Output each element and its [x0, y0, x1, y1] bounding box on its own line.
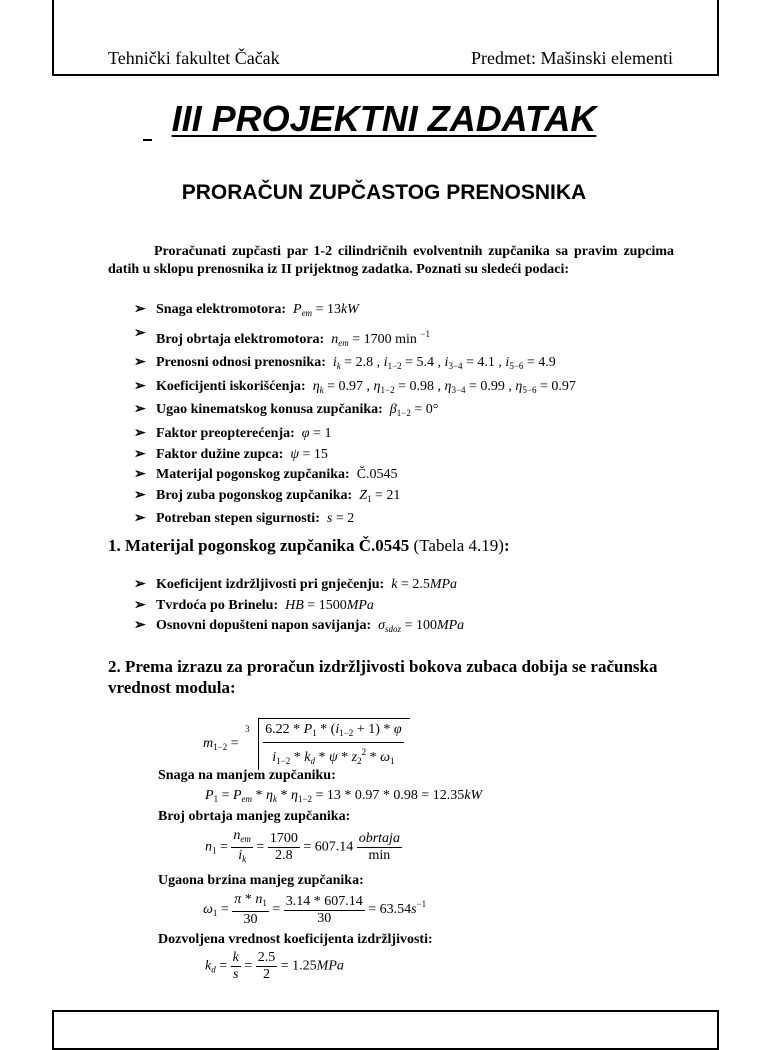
page-subtitle: PRORAČUN ZUPČASTOG PRENOSNIKA [181, 181, 587, 204]
list-item: ➢ Koeficijent izdržljivosti pri gnječenju: k = 2.5MPa [134, 575, 464, 596]
list-item: ➢ Prenosni odnosi prenosnika: $i_k = 2.8$ , $i_{1-2} = 5.4$ , $i_{3-4} = 4.1$ , $i_{5-6} = 4.9$ [134, 353, 576, 377]
list-item: ➢ Faktor dužine zupca: ψ = 15 [134, 445, 576, 466]
math-expression: k = 2.5MPa [391, 577, 458, 592]
section-2-heading: 2. Prema izrazu za proračun izdržljivosti bokova zubaca dobija se računska vrednost modula: [108, 657, 658, 697]
kd-formula: $k_d$ = $\frac{k}{s}$ = $\frac{2.5}{2}$ = 1.25MPa [205, 950, 344, 982]
list-item: ➢ Tvrdoća po Brinelu: HB = 1500MPa [134, 596, 464, 617]
label-speed: Broj obrtaja manjeg zupčanika: [158, 809, 351, 824]
speed-formula: $n_1$ = $\frac{n_{em}}{i_k}$ = $\frac{1700}{2.8}$ = 607.14 $\frac{\text{obrtaja}}{\min}$ [205, 828, 400, 864]
math-expression: ψ = 15 [290, 446, 328, 462]
footer-frame [52, 1010, 719, 1050]
math-expression: Č.0545 [356, 467, 398, 483]
math-expression: $\eta_k = 0.97$ , $\eta_{1-2} = 0.98$ , $\eta_{3-4} = 0.99$ , $\eta_{5-6} = 0.97$ [312, 378, 576, 395]
math-expression: $Z_1 = 21$ [359, 487, 401, 504]
material-properties-list [134, 575, 464, 640]
list-item: ➢ Broj zuba pogonskog zupčanika: $Z_1 = 21$ [134, 486, 576, 510]
list-item: ➢ Materijal pogonskog zupčanika: Č.0545 [134, 465, 576, 486]
label-omega: Ugaona brzina manjeg zupčanika: [158, 873, 364, 888]
arrow-bullet-icon: ➢ [134, 577, 146, 592]
arrow-bullet-icon: ➢ [134, 618, 146, 634]
math-expression: $i_k = 2.8$ , $i_{1-2} = 5.4$ , $i_{3-4} = 4.1$ , $i_{5-6} = 4.9$ [332, 355, 556, 372]
list-item: ➢ Ugao kinematskog konusa zupčanika: $\beta_{1-2} = 0^\circ$ [134, 400, 576, 424]
arrow-bullet-icon: ➢ [134, 487, 146, 503]
arrow-bullet-icon: ➢ [134, 302, 146, 317]
math-expression: $n_{em} = 1700$ min $^{-1}$ [331, 328, 430, 348]
given-data-list [134, 300, 576, 530]
math-expression: $\beta_{1-2} = 0^\circ$ [389, 402, 439, 419]
list-item: ➢ Koeficijenti iskorišćenja: $\eta_k = 0.97$ , $\eta_{1-2} = 0.98$ , $\eta_{3-4} = 0.99$ , $\eta_{5-6} = 0.97$ [134, 377, 576, 401]
arrow-bullet-icon: ➢ [134, 325, 146, 341]
arrow-bullet-icon: ➢ [134, 597, 146, 613]
list-item: ➢ Osnovni dopušteni napon savijanja: $\sigma_{sdoz} = 100MPa$ [134, 616, 464, 640]
intro-paragraph: Proračunati zupčasti par 1-2 cilindričnih evolventnih zupčanika sa pravim zupcima datih u sklopu prenosnika iz II prijektnog zadatka. Poznati su sledeći podaci: [108, 244, 674, 277]
page-title: III PROJEKTNI ZADATAK [171, 98, 597, 139]
power-formula: $P_1 = P_{em} * \eta_k * \eta_{1-2} = 13 * 0.97 * 0.98 = 12.35kW$ [205, 788, 483, 804]
arrow-bullet-icon: ➢ [134, 355, 146, 371]
arrow-bullet-icon: ➢ [134, 402, 146, 418]
list-item: ➢ Snaga elektromotora: $P_{em} = 13kW$ [134, 300, 576, 324]
header-faculty: Tehnički fakultet Čačak [108, 48, 280, 68]
cube-root: 3 $\frac{6.22 * P_1 * (i_{1-2} + 1) * \varphi}{i_{1-2} * k_d * \psi * z_2^2 * \omega_1}$ [242, 718, 410, 770]
arrow-bullet-icon: ➢ [134, 511, 146, 527]
omega-formula: $\omega_1$ = $\frac{\pi * n_1}{30}$ = $\frac{3.14 * 607.14}{30}$ = $63.54s^{-1}$ [203, 892, 427, 927]
math-expression: $P_{em} = 13kW$ [293, 302, 359, 318]
math-expression: φ = 1 [301, 425, 332, 441]
arrow-bullet-icon: ➢ [134, 425, 146, 441]
arrow-bullet-icon: ➢ [134, 446, 146, 462]
section-1-heading: 1. Materijal pogonskog zupčanika Č.0545 (Tabela 4.19): [108, 536, 510, 555]
math-expression: s = 2 [326, 511, 355, 527]
math-expression: $\sigma_{sdoz} = 100MPa$ [378, 618, 465, 635]
list-item: ➢ Potreban stepen sigurnosti: s = 2 [134, 509, 576, 530]
module-formula: $m_{1-2}$ = 3 $\frac{6.22 * P_1 * (i_{1-2} + 1) * \varphi}{i_{1-2} * k_d * \psi * z_2^2 * \omega_1}$ [203, 718, 410, 770]
list-item: ➢ Faktor preopterećenja: φ = 1 [134, 424, 576, 445]
math-expression: HB = 1500MPa [285, 597, 374, 613]
label-power: Snaga na manjem zupčaniku: [158, 768, 336, 783]
arrow-bullet-icon: ➢ [134, 467, 146, 483]
list-item: ➢ Broj obrtaja elektromotora: $n_{em} = 1700$ min $^{-1}$ [134, 325, 430, 348]
label-kd: Dozvoljena vrednost koeficijenta izdržljivosti: [158, 932, 433, 947]
header-subject: Predmet: Mašinski elementi [471, 48, 673, 68]
arrow-bullet-icon: ➢ [134, 378, 146, 394]
